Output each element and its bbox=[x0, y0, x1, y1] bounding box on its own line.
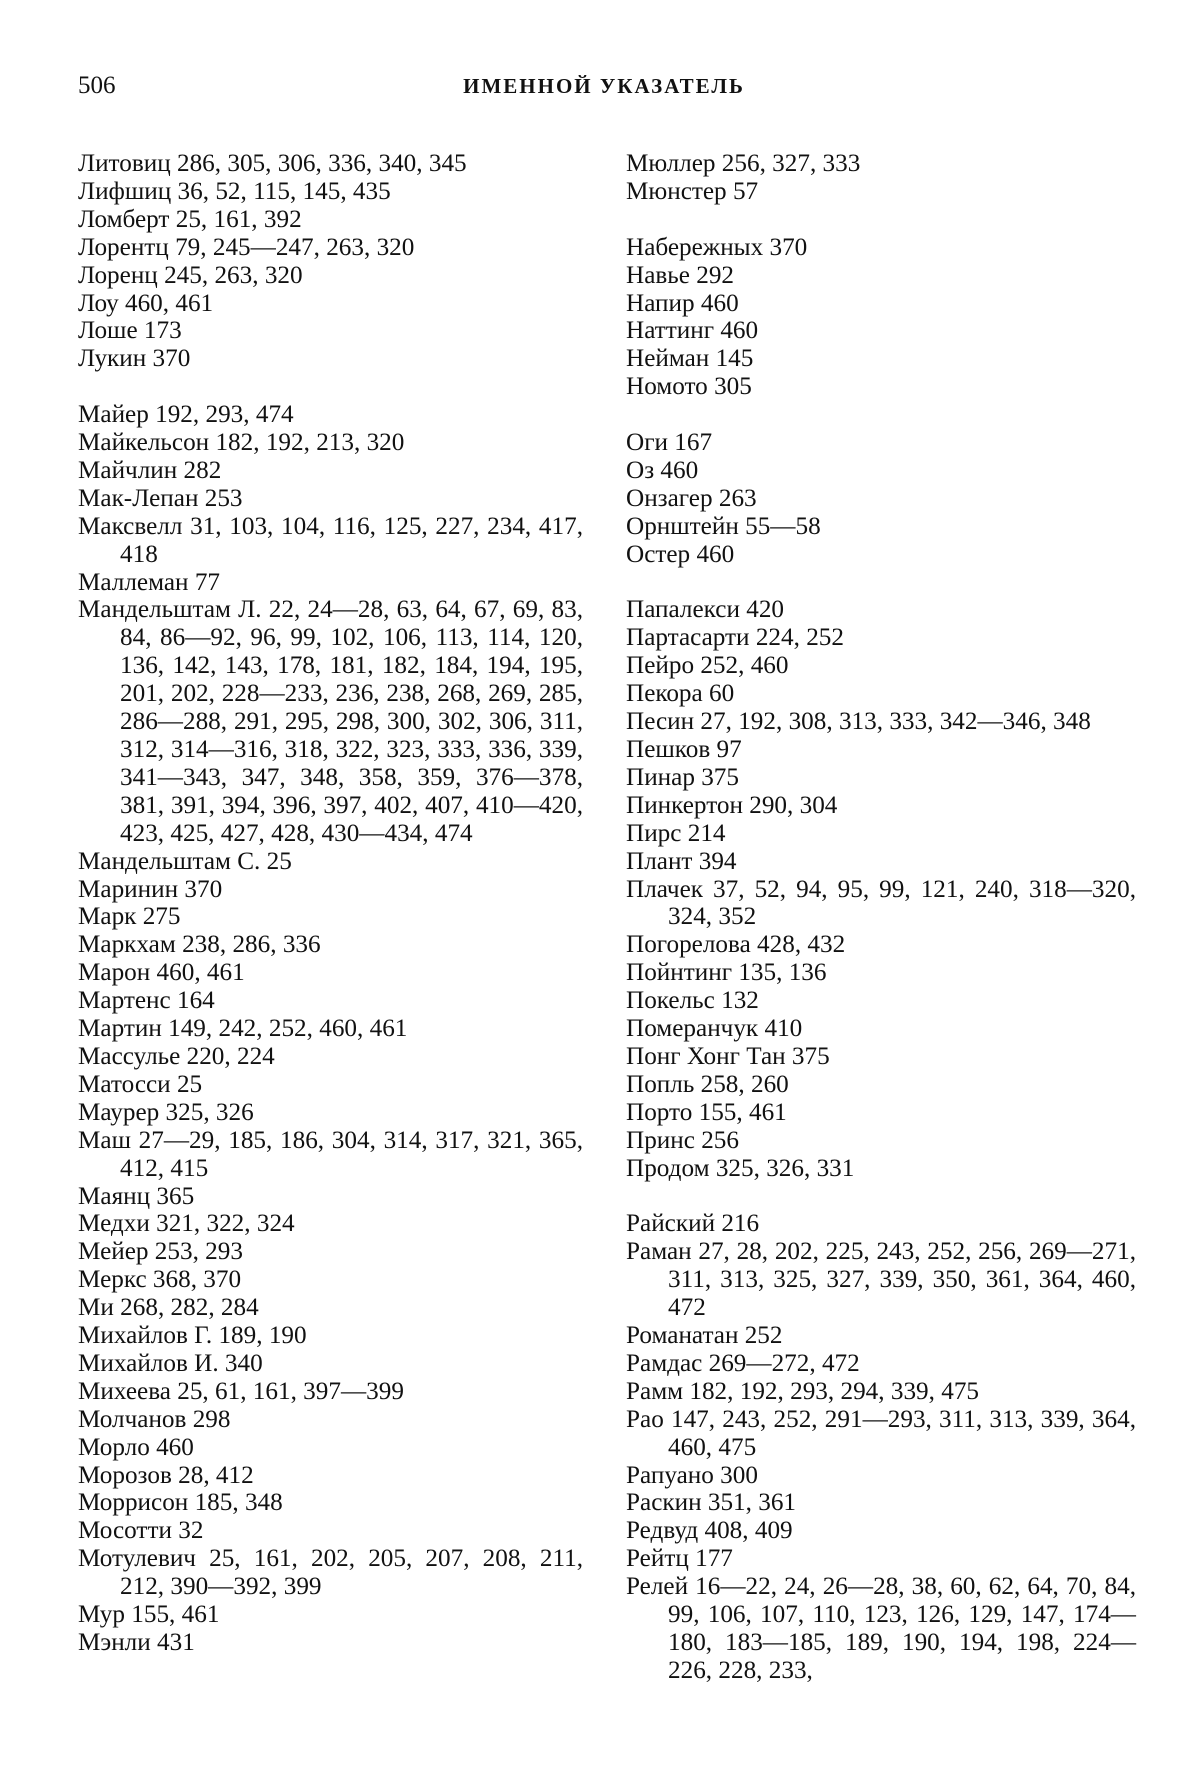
index-entry: Максвелл 31, 103, 104, 116, 125, 227, 234, 417, 418 bbox=[78, 513, 583, 569]
index-entry: Наттинг 460 bbox=[626, 317, 1136, 345]
index-entry: Медхи 321, 322, 324 bbox=[78, 1210, 583, 1238]
index-entry: Мотулевич 25, 161, 202, 205, 207, 208, 211, 212, 390—392, 399 bbox=[78, 1545, 583, 1601]
index-entry: Пирс 214 bbox=[626, 820, 1136, 848]
index-entry: Морло 460 bbox=[78, 1434, 583, 1462]
index-entry: Номото 305 bbox=[626, 373, 1136, 401]
index-entry: Моррисон 185, 348 bbox=[78, 1489, 583, 1517]
index-entry: Маринин 370 bbox=[78, 876, 583, 904]
index-entry: Пойнтинг 135, 136 bbox=[626, 959, 1136, 987]
index-entry: Порто 155, 461 bbox=[626, 1099, 1136, 1127]
index-entry: Понг Хонг Тан 375 bbox=[626, 1043, 1136, 1071]
index-entry: Мандельштам С. 25 bbox=[78, 848, 583, 876]
index-entry: Плачек 37, 52, 94, 95, 99, 121, 240, 318—320, 324, 352 bbox=[626, 876, 1136, 932]
index-entry: Молчанов 298 bbox=[78, 1406, 583, 1434]
index-entry: Лукин 370 bbox=[78, 345, 583, 373]
index-entry: Лорентц 79, 245—247, 263, 320 bbox=[78, 234, 583, 262]
left-index-column bbox=[78, 150, 583, 1657]
page-header bbox=[78, 72, 1130, 106]
index-entry: Маурер 325, 326 bbox=[78, 1099, 583, 1127]
index-entry: Мосотти 32 bbox=[78, 1517, 583, 1545]
index-entry: Мартенс 164 bbox=[78, 987, 583, 1015]
index-entry: Майер 192, 293, 474 bbox=[78, 401, 583, 429]
index-entry: Мюллер 256, 327, 333 bbox=[626, 150, 1136, 178]
index-entry: Матосси 25 bbox=[78, 1071, 583, 1099]
index-entry: Попль 258, 260 bbox=[626, 1071, 1136, 1099]
index-entry: Мейер 253, 293 bbox=[78, 1238, 583, 1266]
index-entry: Мандельштам Л. 22, 24—28, 63, 64, 67, 69, 83, 84, 86—92, 96, 99, 102, 106, 113, 114, 120, 136, 142, 143, 178, 181, 182, 184, 194, 195, 201, 202, 228—233, 236, 238, 268, 269, 285, 286—288, 291, 295, 298, 300, 302, 306, 311, 312, 314—316, 318, 322, 323, 333, 336, 339, 341—343, 347, 348, 358, 359, 376—378, 381, 391, 394, 396, 397, 402, 407, 410—420, 423, 425, 427, 428, 430—434, 474 bbox=[78, 596, 583, 847]
index-entry: Навье 292 bbox=[626, 262, 1136, 290]
index-entry: Мур 155, 461 bbox=[78, 1601, 583, 1629]
index-entry: Мак-Лепан 253 bbox=[78, 485, 583, 513]
index-entry: Майчлин 282 bbox=[78, 457, 583, 485]
letter-group-gap bbox=[626, 569, 1136, 597]
index-entry: Рамм 182, 192, 293, 294, 339, 475 bbox=[626, 1378, 1136, 1406]
index-entry: Рапуано 300 bbox=[626, 1462, 1136, 1490]
index-entry: Михайлов Г. 189, 190 bbox=[78, 1322, 583, 1350]
index-entry: Литовиц 286, 305, 306, 336, 340, 345 bbox=[78, 150, 583, 178]
index-entry: Песин 27, 192, 308, 313, 333, 342—346, 348 bbox=[626, 708, 1136, 736]
index-entry: Рао 147, 243, 252, 291—293, 311, 313, 339, 364, 460, 475 bbox=[626, 1406, 1136, 1462]
index-entry: Массулье 220, 224 bbox=[78, 1043, 583, 1071]
index-entry: Маркхам 238, 286, 336 bbox=[78, 931, 583, 959]
right-index-column bbox=[626, 150, 1136, 1685]
index-entry: Пешков 97 bbox=[626, 736, 1136, 764]
index-entry: Погорелова 428, 432 bbox=[626, 931, 1136, 959]
index-entry: Остер 460 bbox=[626, 541, 1136, 569]
letter-group-gap bbox=[626, 206, 1136, 234]
index-entry: Оз 460 bbox=[626, 457, 1136, 485]
index-entry: Маш 27—29, 185, 186, 304, 314, 317, 321, 365, 412, 415 bbox=[78, 1127, 583, 1183]
index-entry: Мэнли 431 bbox=[78, 1629, 583, 1657]
index-entry: Михеева 25, 61, 161, 397—399 bbox=[78, 1378, 583, 1406]
index-entry: Померанчук 410 bbox=[626, 1015, 1136, 1043]
index-entry: Майкельсон 182, 192, 213, 320 bbox=[78, 429, 583, 457]
index-entry: Лифшиц 36, 52, 115, 145, 435 bbox=[78, 178, 583, 206]
index-entry: Раман 27, 28, 202, 225, 243, 252, 256, 269—271, 311, 313, 325, 327, 339, 350, 361, 364, 460, 472 bbox=[626, 1238, 1136, 1322]
letter-group-gap bbox=[78, 373, 583, 401]
index-entry: Михайлов И. 340 bbox=[78, 1350, 583, 1378]
index-entry: Редвуд 408, 409 bbox=[626, 1517, 1136, 1545]
index-entry: Орнштейн 55—58 bbox=[626, 513, 1136, 541]
index-entry: Лоренц 245, 263, 320 bbox=[78, 262, 583, 290]
index-entry: Пинкертон 290, 304 bbox=[626, 792, 1136, 820]
index-entry: Оги 167 bbox=[626, 429, 1136, 457]
index-entry: Мартин 149, 242, 252, 460, 461 bbox=[78, 1015, 583, 1043]
index-entry: Партасарти 224, 252 bbox=[626, 624, 1136, 652]
running-title: ИМЕННОЙ УКАЗАТЕЛЬ bbox=[78, 74, 1130, 99]
index-entry: Плант 394 bbox=[626, 848, 1136, 876]
index-entry: Ми 268, 282, 284 bbox=[78, 1294, 583, 1322]
index-entry: Морозов 28, 412 bbox=[78, 1462, 583, 1490]
index-entry: Райский 216 bbox=[626, 1210, 1136, 1238]
index-entry: Маллеман 77 bbox=[78, 569, 583, 597]
index-entry: Мюнстер 57 bbox=[626, 178, 1136, 206]
index-entry: Набережных 370 bbox=[626, 234, 1136, 262]
index-entry: Рамдас 269—272, 472 bbox=[626, 1350, 1136, 1378]
letter-group-gap bbox=[626, 401, 1136, 429]
index-entry: Рейтц 177 bbox=[626, 1545, 1136, 1573]
index-entry: Напир 460 bbox=[626, 290, 1136, 318]
index-entry: Папалекси 420 bbox=[626, 596, 1136, 624]
index-entry: Маянц 365 bbox=[78, 1183, 583, 1211]
index-entry: Лоу 460, 461 bbox=[78, 290, 583, 318]
index-entry: Пинар 375 bbox=[626, 764, 1136, 792]
index-entry: Продом 325, 326, 331 bbox=[626, 1155, 1136, 1183]
index-entry: Меркс 368, 370 bbox=[78, 1266, 583, 1294]
index-entry: Лоше 173 bbox=[78, 317, 583, 345]
index-entry: Марк 275 bbox=[78, 903, 583, 931]
letter-group-gap bbox=[626, 1182, 1136, 1210]
index-entry: Романатан 252 bbox=[626, 1322, 1136, 1350]
index-entry: Марон 460, 461 bbox=[78, 959, 583, 987]
page-number: 506 bbox=[78, 72, 116, 100]
index-entry: Пекора 60 bbox=[626, 680, 1136, 708]
index-entry: Ломберт 25, 161, 392 bbox=[78, 206, 583, 234]
index-entry: Покельс 132 bbox=[626, 987, 1136, 1015]
index-entry: Пейро 252, 460 bbox=[626, 652, 1136, 680]
index-entry: Раскин 351, 361 bbox=[626, 1489, 1136, 1517]
index-entry: Принс 256 bbox=[626, 1127, 1136, 1155]
index-entry: Нейман 145 bbox=[626, 345, 1136, 373]
index-entry: Онзагер 263 bbox=[626, 485, 1136, 513]
index-entry: Релей 16—22, 24, 26—28, 38, 60, 62, 64, 70, 84, 99, 106, 107, 110, 123, 126, 129, 147, 174—180, 183—185, 189, 190, 194, 198, 224—226, 228, 233, bbox=[626, 1573, 1136, 1685]
